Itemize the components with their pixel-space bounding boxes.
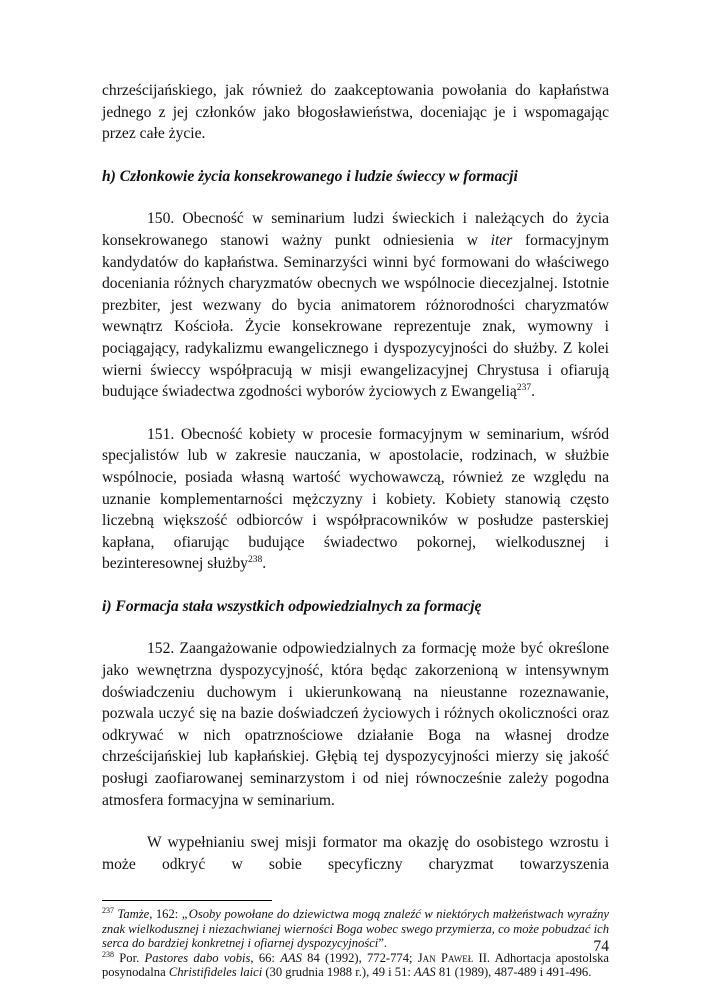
footnote-238-cl: Christifideles laici xyxy=(168,965,263,980)
footnote-ref-237[interactable]: 237 xyxy=(516,382,532,393)
p150-text-b: formacyjnym kandydatów do kapłaństwa. Seminarzyści winni być formowani do właściwego doceniania różnych charyzmatów obecnych we wspólnocie diecezjalnej. Istotnie prezbiter, jest wezwany do bycia animatorem różnorodności charyzmatów wewnątrz Kościoła. Życie konsekrowane reprezentuje znak, wymowny i pociągający, radykalizmu ewangelicznego i dyspozycyjności do służby. Z kolei wierni świeccy współpracują w misji ewangelizacyjnej Chrystusa i ofiarują budujące świadectwa zgodności wyborów życiowych z Ewangelią xyxy=(102,231,610,401)
paragraph-formator: W wypełnianiu swej misji formator ma okazję do osobistego wzrostu i może odkryć w sobie specyficzny charyzmat towarzyszenia xyxy=(102,834,609,873)
footnote-237-ref: , 162: xyxy=(149,907,182,922)
footnote-238-author: Jan Paweł II xyxy=(417,950,487,965)
footnote-238-pdv: Pastores dabo vobis xyxy=(144,950,251,965)
p151-text-c: . xyxy=(262,555,267,573)
p150-text-c: . xyxy=(531,383,535,401)
footnote-237-number: 237 xyxy=(102,906,114,916)
intro-paragraph: chrześcijańskiego, jak również do zaakceptowania powołania do kapłaństwa jednego z jej członków jako błogosławieństwa, doceniając je i wspomagając przez całe życie. xyxy=(102,82,609,143)
footnote-238-date: (30 grudnia 1988 r.), 49 i 51: xyxy=(262,965,415,980)
paragraph-150 xyxy=(102,208,609,402)
footnote-divider xyxy=(102,900,272,901)
footnote-238-aas2: AAS xyxy=(414,965,436,980)
paragraph-152: 152. Zaangażowanie odpowiedzialnych za formację może być określone jako wewnętrzna dyspozycyjność, która będąc zakorzenioną w intensywnym doświadczeniu duchowym i ukierunkowaną na nieustanne rozeznawanie, pozwala uczyć się na bazie doświadczeń życiowych i różnych okoliczności oraz odkrywać w nich opatrznościowe działanie Boga na własnej drodze chrześcijańskiej lub kapłańskiej. Głębią tej dyspozycyjności mierzy się jakość posługi zaofiarowanej seminarzystom i od niej równocześnie zależy pogodna atmosfera formacyjna w seminarium. xyxy=(102,640,609,809)
p150-text-a: 150. Obecność w seminarium ludzi świeckich i należących do życia konsekrowanego stanowi ważny punkt odniesienia w xyxy=(102,210,609,249)
paragraph-151 xyxy=(102,424,609,575)
footnote-238-aas1: AAS xyxy=(280,950,302,965)
footnote-237-quote: „Osoby powołane do dziewictwa mogą znaleźć w niektórych małżeństwach wyraźny znak wielkodusznej i niezachwianej wierności Boga wobec swego przymierza, co może pobudzać ich serca do bardziej konkretnej i ofiarnej dyspozycyjności xyxy=(102,907,609,951)
page-body xyxy=(102,80,609,979)
p150-iter: iter xyxy=(490,231,513,249)
footnote-237-end: ”. xyxy=(378,936,388,951)
footnote-238-number: 238 xyxy=(102,949,114,959)
footnote-237 xyxy=(102,907,609,950)
page-number: 74 xyxy=(593,938,609,955)
section-heading-h: h) Członkowie życia konsekrowanego i ludzie świeccy w formacji xyxy=(102,167,518,185)
footnote-238-num66: , 66: xyxy=(250,950,281,965)
footnote-238-vol84: 84 (1992), 772-774; xyxy=(301,950,418,965)
p151-text-a: 151. Obecność kobiety w procesie formacyjnym w seminarium, wśród specjalistów lub w zakresie nauczania, w apostolacie, rodzinach, w służbie wspólnocie, posiada własną wartość wychowawczą, również ze względu na uznanie komplementarności mężczyzny i kobiety. Kobiety stanowią często liczebną większość odbiorców i współpracowników w posłudze pasterskiej kapłana, ofiarując budujące świadectwo pokornej, wielkodusznej i bezinteresownej służby xyxy=(102,425,609,573)
footnote-ref-238[interactable]: 238 xyxy=(247,555,263,566)
footnote-238-vol81: 81 (1989), 487-489 i 491-496. xyxy=(435,965,592,980)
footnote-238-por: Por. xyxy=(114,950,145,965)
section-heading-i: i) Formacja stała wszystkich odpowiedzialnych za formację xyxy=(102,597,482,615)
footnote-238-adhort: . Adhortacja apostolska posynodalna xyxy=(102,950,609,980)
footnote-237-tamze: Tamże xyxy=(117,907,150,922)
footnote-238 xyxy=(102,951,609,980)
